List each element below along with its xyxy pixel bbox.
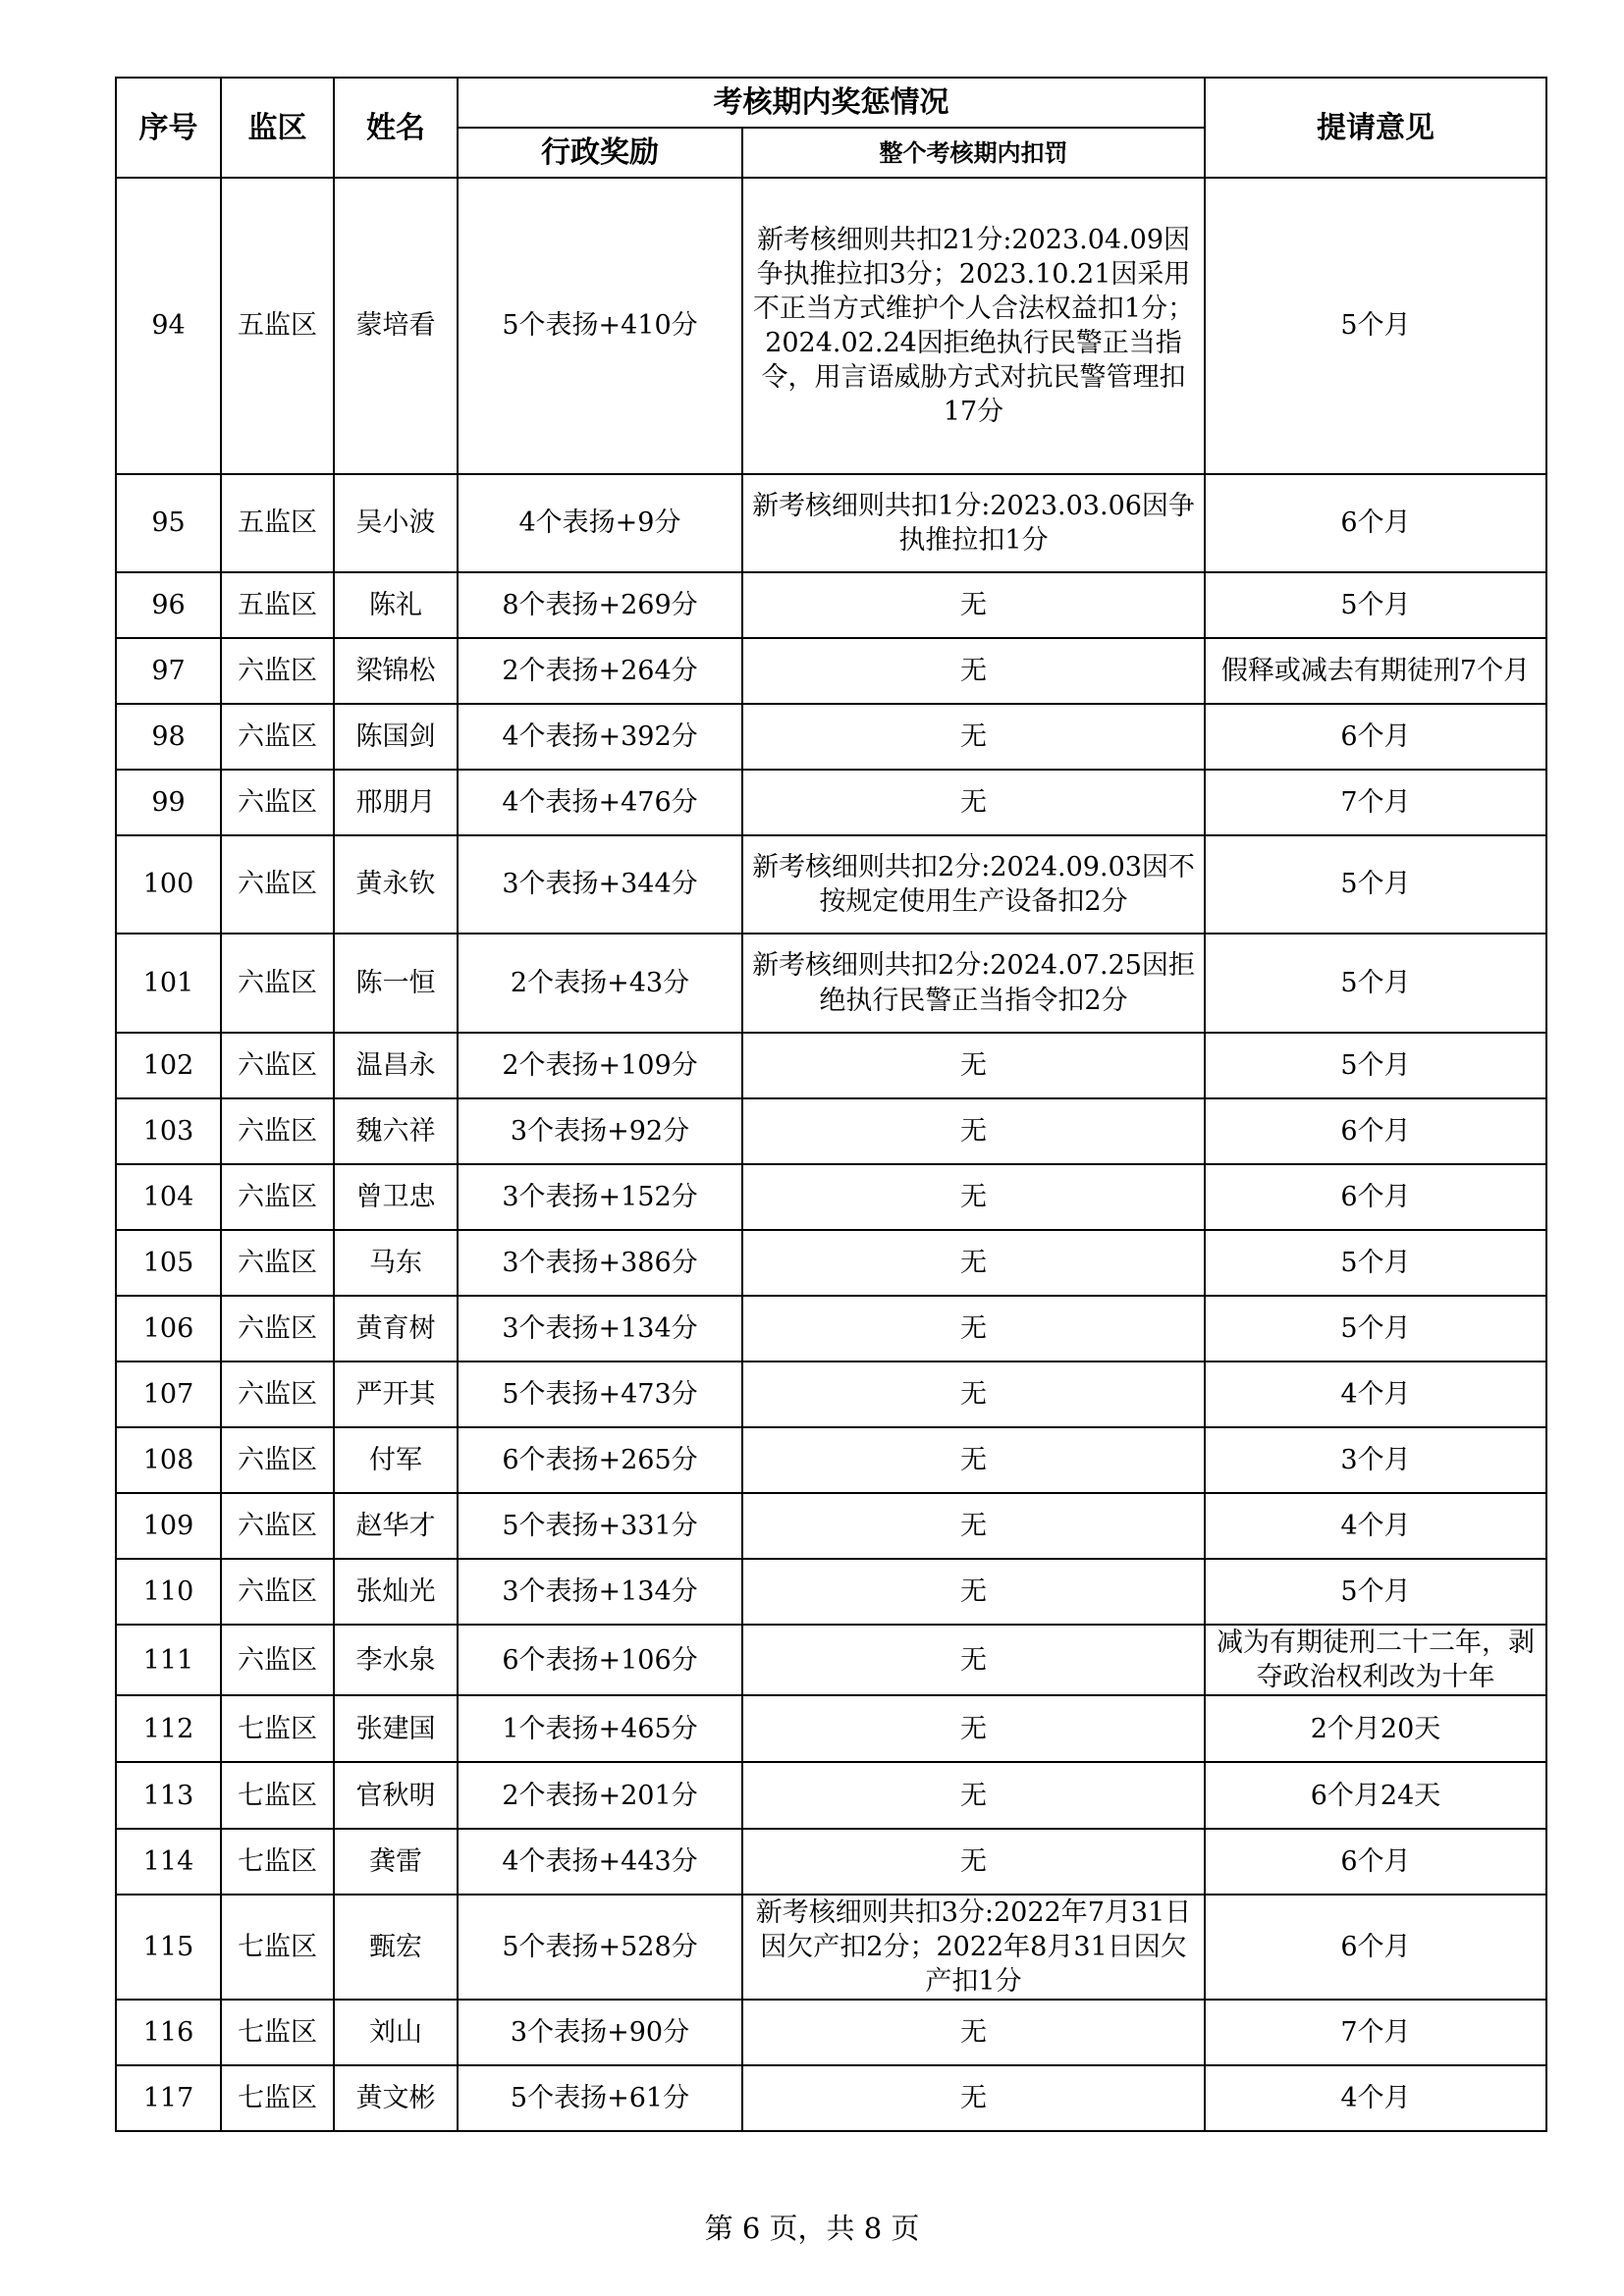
cell-seq: 101 [116, 934, 221, 1033]
cell-reward: 3个表扬+344分 [458, 835, 742, 934]
cell-penalty: 无 [742, 572, 1205, 638]
cell-seq: 99 [116, 770, 221, 835]
cell-name: 龚雷 [334, 1829, 458, 1895]
cell-penalty: 无 [742, 2000, 1205, 2065]
cell-reward: 5个表扬+331分 [458, 1493, 742, 1559]
cell-penalty: 无 [742, 1695, 1205, 1762]
cell-opinion: 4个月 [1205, 1362, 1546, 1427]
cell-name: 梁锦松 [334, 638, 458, 704]
cell-name: 马东 [334, 1230, 458, 1296]
table-row [116, 1098, 1546, 1164]
cell-opinion: 5个月 [1205, 1230, 1546, 1296]
cell-ward: 六监区 [221, 1296, 334, 1362]
cell-opinion: 5个月 [1205, 934, 1546, 1033]
cell-reward: 6个表扬+106分 [458, 1625, 742, 1695]
cell-opinion: 4个月 [1205, 2065, 1546, 2131]
cell-ward: 六监区 [221, 1230, 334, 1296]
cell-reward: 4个表扬+476分 [458, 770, 742, 835]
cell-ward: 六监区 [221, 770, 334, 835]
table-row [116, 638, 1546, 704]
cell-opinion: 5个月 [1205, 1033, 1546, 1098]
commutation-table [115, 77, 1547, 2132]
cell-opinion: 6个月 [1205, 1098, 1546, 1164]
table-row [116, 1427, 1546, 1493]
cell-seq: 102 [116, 1033, 221, 1098]
cell-penalty: 无 [742, 1098, 1205, 1164]
cell-penalty: 无 [742, 1493, 1205, 1559]
cell-reward: 5个表扬+473分 [458, 1362, 742, 1427]
cell-opinion: 假释或减去有期徒刑7个月 [1205, 638, 1546, 704]
cell-seq: 115 [116, 1895, 221, 2000]
cell-ward: 六监区 [221, 1033, 334, 1098]
cell-opinion: 6个月 [1205, 1895, 1546, 2000]
col-header-opinion: 提请意见 [1205, 78, 1546, 178]
cell-opinion: 5个月 [1205, 178, 1546, 474]
cell-name: 黄育树 [334, 1296, 458, 1362]
cell-opinion: 5个月 [1205, 835, 1546, 934]
cell-penalty: 无 [742, 638, 1205, 704]
cell-opinion: 5个月 [1205, 572, 1546, 638]
table-row [116, 704, 1546, 770]
cell-ward: 六监区 [221, 835, 334, 934]
cell-ward: 五监区 [221, 474, 334, 572]
table-row [116, 1829, 1546, 1895]
cell-reward: 2个表扬+201分 [458, 1762, 742, 1829]
cell-seq: 106 [116, 1296, 221, 1362]
table-row [116, 2000, 1546, 2065]
cell-ward: 六监区 [221, 704, 334, 770]
cell-reward: 3个表扬+134分 [458, 1296, 742, 1362]
cell-penalty: 无 [742, 704, 1205, 770]
cell-name: 吴小波 [334, 474, 458, 572]
cell-opinion: 6个月 [1205, 704, 1546, 770]
cell-reward: 3个表扬+92分 [458, 1098, 742, 1164]
cell-reward: 2个表扬+43分 [458, 934, 742, 1033]
cell-name: 陈国剑 [334, 704, 458, 770]
cell-reward: 4个表扬+9分 [458, 474, 742, 572]
cell-penalty: 无 [742, 1762, 1205, 1829]
cell-penalty: 无 [742, 2065, 1205, 2131]
cell-seq: 96 [116, 572, 221, 638]
cell-seq: 97 [116, 638, 221, 704]
cell-reward: 5个表扬+61分 [458, 2065, 742, 2131]
cell-opinion: 3个月 [1205, 1427, 1546, 1493]
table-row [116, 1762, 1546, 1829]
cell-name: 魏六祥 [334, 1098, 458, 1164]
col-header-ward: 监区 [221, 78, 334, 178]
table-row [116, 1695, 1546, 1762]
cell-penalty: 新考核细则共扣1分:2023.03.06因争执推拉扣1分 [742, 474, 1205, 572]
cell-ward: 六监区 [221, 1427, 334, 1493]
cell-seq: 104 [116, 1164, 221, 1230]
cell-seq: 109 [116, 1493, 221, 1559]
cell-seq: 117 [116, 2065, 221, 2131]
cell-opinion: 7个月 [1205, 2000, 1546, 2065]
cell-penalty: 新考核细则共扣2分:2024.09.03因不按规定使用生产设备扣2分 [742, 835, 1205, 934]
table-row [116, 572, 1546, 638]
cell-ward: 六监区 [221, 1362, 334, 1427]
cell-name: 曾卫忠 [334, 1164, 458, 1230]
cell-ward: 六监区 [221, 934, 334, 1033]
cell-name: 赵华才 [334, 1493, 458, 1559]
table-header [116, 78, 1546, 178]
col-header-penalty: 整个考核期内扣罚 [742, 128, 1205, 178]
cell-opinion: 6个月24天 [1205, 1762, 1546, 1829]
cell-ward: 七监区 [221, 1829, 334, 1895]
col-header-name: 姓名 [334, 78, 458, 178]
table-row [116, 1625, 1546, 1695]
cell-name: 李水泉 [334, 1625, 458, 1695]
cell-penalty: 新考核细则共扣3分:2022年7月31日因欠产扣2分；2022年8月31日因欠产扣1分 [742, 1895, 1205, 2000]
cell-seq: 107 [116, 1362, 221, 1427]
cell-seq: 103 [116, 1098, 221, 1164]
cell-ward: 六监区 [221, 638, 334, 704]
table-body [116, 178, 1546, 2131]
cell-seq: 110 [116, 1559, 221, 1625]
table-row [116, 1895, 1546, 2000]
cell-opinion: 7个月 [1205, 770, 1546, 835]
table-row [116, 178, 1546, 474]
cell-ward: 七监区 [221, 2000, 334, 2065]
cell-opinion: 5个月 [1205, 1559, 1546, 1625]
cell-penalty: 无 [742, 1829, 1205, 1895]
cell-seq: 105 [116, 1230, 221, 1296]
cell-name: 张灿光 [334, 1559, 458, 1625]
cell-seq: 100 [116, 835, 221, 934]
table-row [116, 1493, 1546, 1559]
cell-ward: 七监区 [221, 1895, 334, 2000]
cell-reward: 2个表扬+109分 [458, 1033, 742, 1098]
cell-reward: 8个表扬+269分 [458, 572, 742, 638]
table-row [116, 835, 1546, 934]
cell-name: 甄宏 [334, 1895, 458, 2000]
cell-seq: 108 [116, 1427, 221, 1493]
cell-ward: 五监区 [221, 178, 334, 474]
cell-name: 严开其 [334, 1362, 458, 1427]
cell-reward: 1个表扬+465分 [458, 1695, 742, 1762]
cell-penalty: 无 [742, 1164, 1205, 1230]
cell-name: 蒙培看 [334, 178, 458, 474]
cell-penalty: 无 [742, 1559, 1205, 1625]
cell-opinion: 4个月 [1205, 1493, 1546, 1559]
table-row [116, 770, 1546, 835]
cell-ward: 六监区 [221, 1625, 334, 1695]
cell-seq: 98 [116, 704, 221, 770]
table-row [116, 1559, 1546, 1625]
col-header-reward: 行政奖励 [458, 128, 742, 178]
cell-reward: 6个表扬+265分 [458, 1427, 742, 1493]
cell-ward: 七监区 [221, 2065, 334, 2131]
cell-ward: 六监区 [221, 1098, 334, 1164]
cell-seq: 94 [116, 178, 221, 474]
table-row [116, 1230, 1546, 1296]
cell-name: 张建国 [334, 1695, 458, 1762]
cell-ward: 七监区 [221, 1695, 334, 1762]
cell-name: 刘山 [334, 2000, 458, 2065]
cell-ward: 七监区 [221, 1762, 334, 1829]
cell-reward: 4个表扬+443分 [458, 1829, 742, 1895]
cell-name: 黄文彬 [334, 2065, 458, 2131]
cell-reward: 2个表扬+264分 [458, 638, 742, 704]
table-row [116, 474, 1546, 572]
cell-penalty: 无 [742, 1362, 1205, 1427]
cell-reward: 3个表扬+134分 [458, 1559, 742, 1625]
cell-name: 邢朋月 [334, 770, 458, 835]
cell-name: 陈一恒 [334, 934, 458, 1033]
col-header-group: 考核期内奖惩情况 [458, 78, 1205, 128]
cell-seq: 111 [116, 1625, 221, 1695]
cell-opinion: 6个月 [1205, 474, 1546, 572]
cell-seq: 112 [116, 1695, 221, 1762]
page-footer: 第 6 页，共 8 页 [704, 2212, 920, 2245]
cell-seq: 95 [116, 474, 221, 572]
col-header-seq: 序号 [116, 78, 221, 178]
cell-reward: 4个表扬+392分 [458, 704, 742, 770]
cell-reward: 5个表扬+410分 [458, 178, 742, 474]
table-row [116, 1296, 1546, 1362]
cell-reward: 3个表扬+90分 [458, 2000, 742, 2065]
cell-name: 温昌永 [334, 1033, 458, 1098]
cell-penalty: 无 [742, 1230, 1205, 1296]
cell-penalty: 新考核细则共扣2分:2024.07.25因拒绝执行民警正当指令扣2分 [742, 934, 1205, 1033]
cell-penalty: 无 [742, 1625, 1205, 1695]
table-row [116, 1362, 1546, 1427]
cell-ward: 五监区 [221, 572, 334, 638]
cell-seq: 113 [116, 1762, 221, 1829]
cell-seq: 114 [116, 1829, 221, 1895]
cell-name: 官秋明 [334, 1762, 458, 1829]
cell-opinion: 6个月 [1205, 1829, 1546, 1895]
cell-opinion: 5个月 [1205, 1296, 1546, 1362]
cell-penalty: 无 [742, 1427, 1205, 1493]
table-row [116, 1164, 1546, 1230]
cell-penalty: 无 [742, 1033, 1205, 1098]
cell-ward: 六监区 [221, 1559, 334, 1625]
cell-penalty: 新考核细则共扣21分:2023.04.09因争执推拉扣3分；2023.10.21因采用不正当方式维护个人合法权益扣1分；2024.02.24因拒绝执行民警正当指令，用言语威胁方式对抗民警管理扣17分 [742, 178, 1205, 474]
cell-penalty: 无 [742, 1296, 1205, 1362]
cell-name: 陈礼 [334, 572, 458, 638]
cell-name: 黄永钦 [334, 835, 458, 934]
cell-opinion: 6个月 [1205, 1164, 1546, 1230]
cell-reward: 3个表扬+386分 [458, 1230, 742, 1296]
cell-seq: 116 [116, 2000, 221, 2065]
cell-ward: 六监区 [221, 1164, 334, 1230]
cell-opinion: 2个月20天 [1205, 1695, 1546, 1762]
cell-opinion: 减为有期徒刑二十二年，剥夺政治权利改为十年 [1205, 1625, 1546, 1695]
cell-penalty: 无 [742, 770, 1205, 835]
cell-reward: 5个表扬+528分 [458, 1895, 742, 2000]
cell-ward: 六监区 [221, 1493, 334, 1559]
cell-reward: 3个表扬+152分 [458, 1164, 742, 1230]
cell-name: 付军 [334, 1427, 458, 1493]
table-row [116, 2065, 1546, 2131]
table-row [116, 934, 1546, 1033]
table-row [116, 1033, 1546, 1098]
